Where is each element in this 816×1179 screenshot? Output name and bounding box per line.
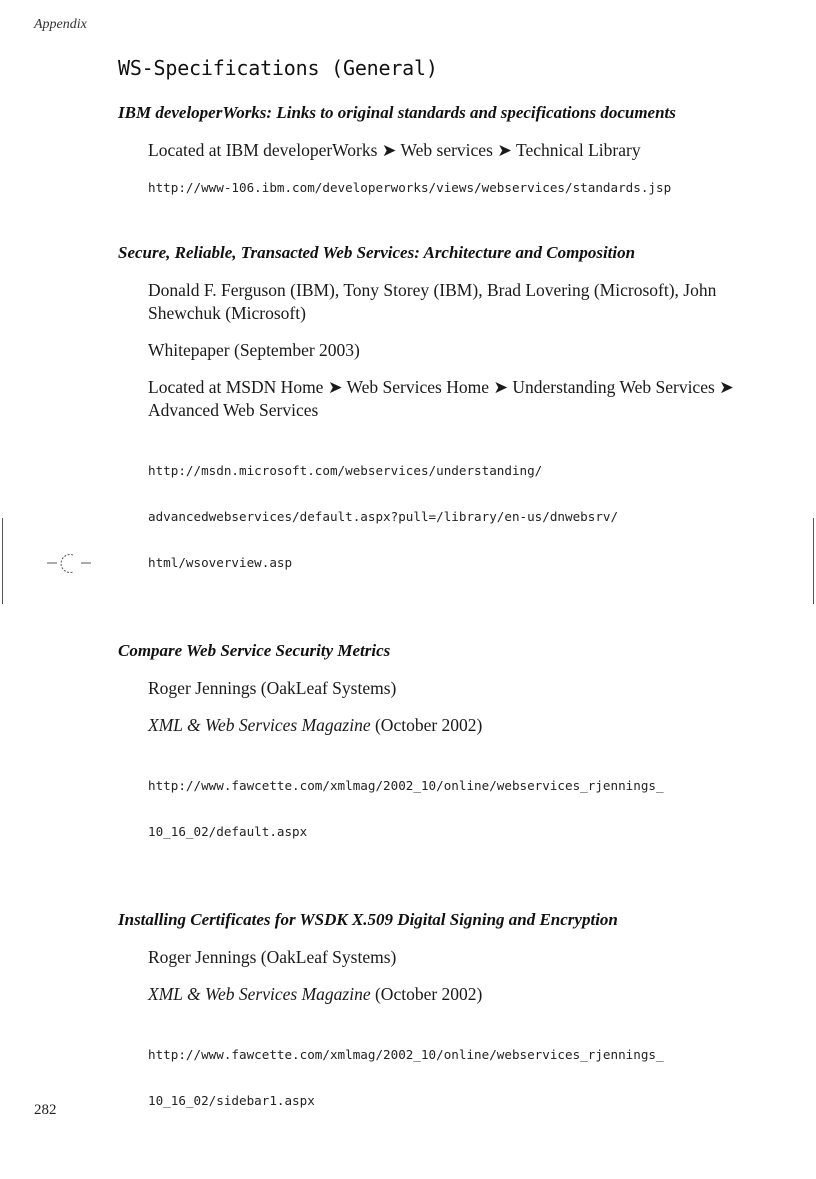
entry-url[interactable]: http://www-106.ibm.com/developerworks/views/webservices/standards.jsp <box>148 180 672 195</box>
page-content <box>118 56 758 1179</box>
entry-title: Secure, Reliable, Transacted Web Services: Architecture and Composition <box>118 243 636 262</box>
entry-type: Whitepaper (September 2003) <box>148 340 360 360</box>
entry-location: Located at IBM developerWorks ➤ Web services ➤ Technical Library <box>148 140 641 160</box>
running-head: Appendix <box>34 17 87 32</box>
entry-authors: Donald F. Ferguson (IBM), Tony Storey (IBM), Brad Lovering (Microsoft), John Shewchuk (Microsoft) <box>148 280 717 323</box>
entry-url-line: 10_16_02/default.aspx <box>148 824 308 839</box>
entry-publication <box>148 714 758 737</box>
left-margin-rule <box>2 518 3 604</box>
right-margin-rule <box>813 518 814 604</box>
registration-mark-icon <box>47 552 93 576</box>
entry-url-line: http://www.fawcette.com/xmlmag/2002_10/online/webservices_rjennings_ <box>148 778 664 793</box>
entry-url-line: http://msdn.microsoft.com/webservices/understanding/ <box>148 463 543 478</box>
entry-url-line: http://www.fawcette.com/xmlmag/2002_10/online/webservices_rjennings_ <box>148 1047 664 1062</box>
reference-entry <box>118 910 758 1135</box>
reference-entry <box>118 243 758 597</box>
entry-title: IBM developerWorks: Links to original standards and specifications documents <box>118 103 676 122</box>
entry-body <box>148 677 758 866</box>
entry-publication <box>148 983 758 1006</box>
reference-entry <box>118 641 758 866</box>
entry-url[interactable] <box>148 436 758 597</box>
entry-url-line: advancedwebservices/default.aspx?pull=/library/en-us/dnwebsrv/ <box>148 509 619 524</box>
publication-name: XML & Web Services Magazine <box>148 715 371 735</box>
entry-url-line: 10_16_02/sidebar1.aspx <box>148 1093 315 1108</box>
entry-location: Located at MSDN Home ➤ Web Services Home ➤ Understanding Web Services ➤ Advanced Web Services <box>148 377 734 420</box>
publication-date: (October 2002) <box>374 715 483 735</box>
entry-title: Compare Web Service Security Metrics <box>118 641 391 660</box>
entry-body <box>148 279 758 597</box>
entry-authors: Roger Jennings (OakLeaf Systems) <box>148 947 397 967</box>
entry-title: Installing Certificates for WSDK X.509 Digital Signing and Encryption <box>118 910 618 929</box>
entry-url-line: html/wsoverview.asp <box>148 555 293 570</box>
entry-body <box>148 139 758 199</box>
reference-entry <box>118 103 758 199</box>
entry-url[interactable] <box>148 1020 758 1135</box>
entry-authors: Roger Jennings (OakLeaf Systems) <box>148 678 397 698</box>
entry-url[interactable] <box>148 751 758 866</box>
entry-body <box>148 946 758 1135</box>
section-heading: WS-Specifications (General) <box>118 56 438 80</box>
publication-name: XML & Web Services Magazine <box>148 984 371 1004</box>
page-number: 282 <box>34 1102 57 1118</box>
publication-date: (October 2002) <box>374 984 483 1004</box>
